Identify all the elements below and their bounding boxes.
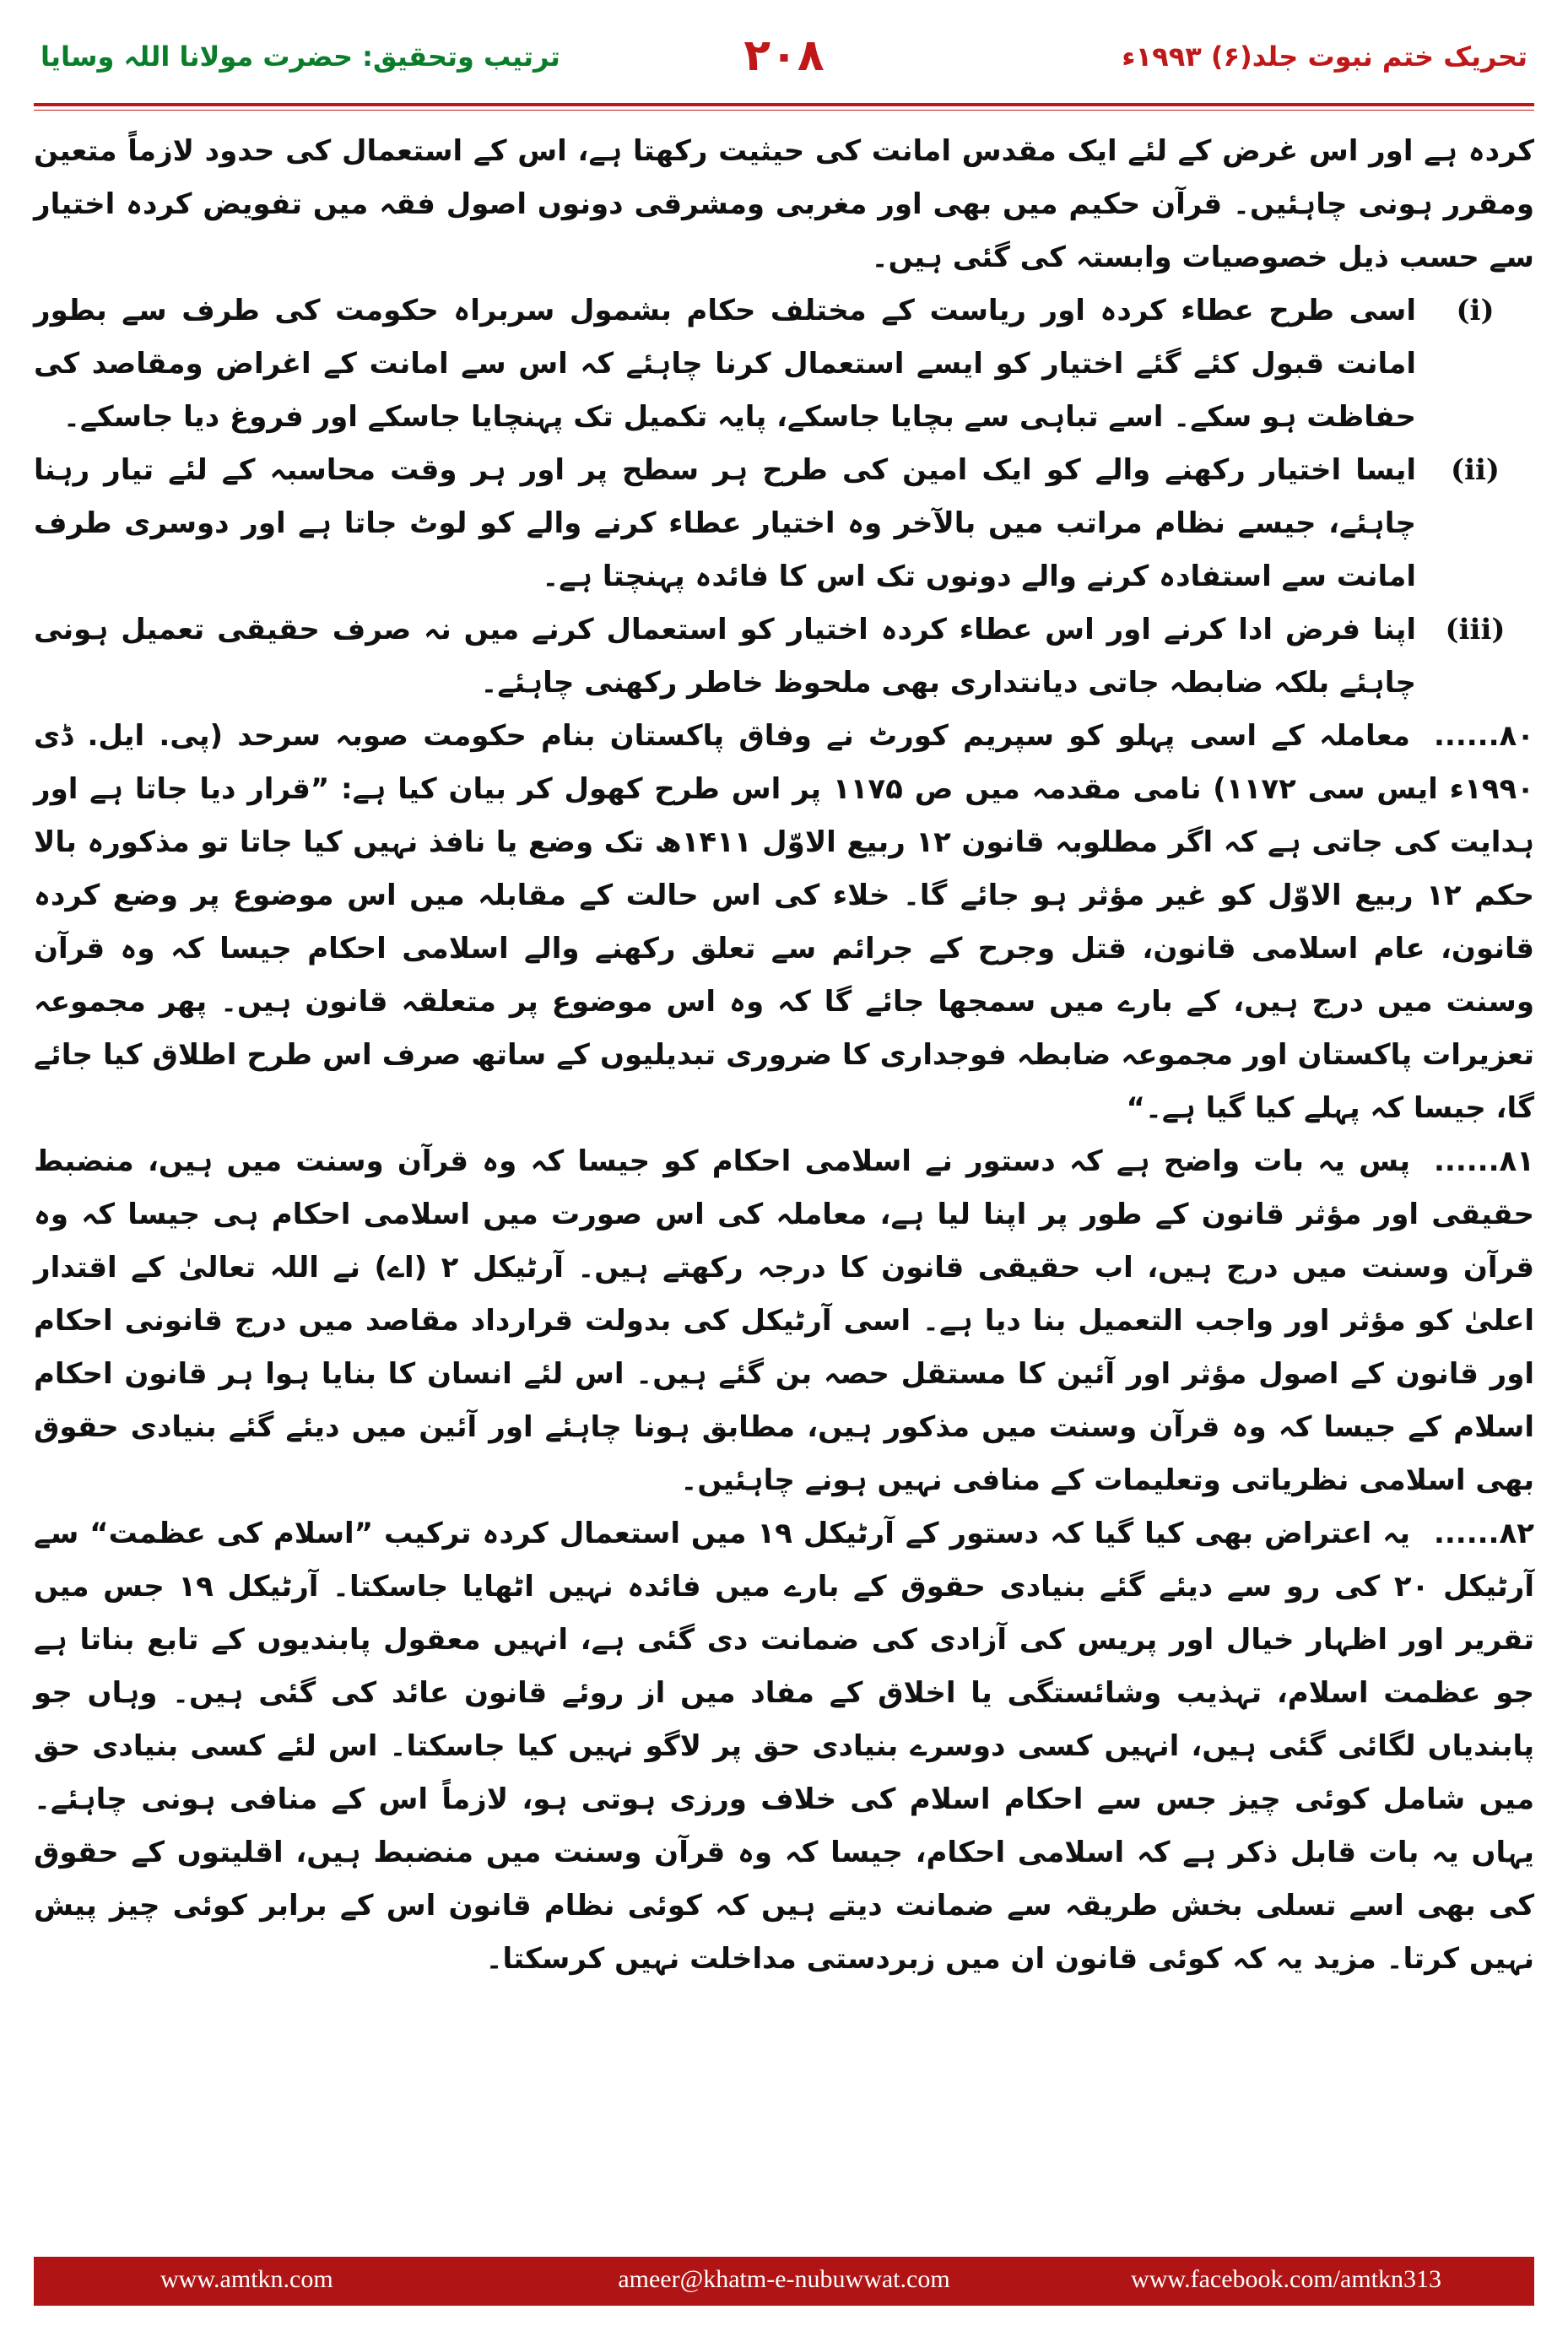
- paragraph-number: ۸۱......: [1433, 1144, 1534, 1178]
- list-item: [34, 284, 1534, 444]
- item-number: (iii): [1445, 613, 1506, 646]
- item-number: (ii): [1450, 453, 1500, 487]
- paragraph-82: [34, 1507, 1534, 1986]
- header-divider: [34, 103, 1534, 106]
- page-header: [41, 30, 1527, 98]
- item-text: اپنا فرض ادا کرنے اور اس عطاء کردہ اختیار کو استعمال کرنے میں نہ صرف حقیقی تعمیل ہونی چاہئے بلکہ ضابطہ جاتی دیانتداری بھی ملحوظ خاطر رکھنی چاہئے۔: [34, 613, 1416, 700]
- list-item: [34, 603, 1534, 710]
- paragraph-text: معاملہ کے اسی پہلو کو سپریم کورٹ نے وفاق پاکستان بنام حکومت صوبہ سرحد (پی. ایل. ڈی ۱۹۹۰ء ایس سی ۱۱۷۲) نامی مقدمہ میں ص ۱۱۷۵ پر اس طرح کھول کر بیان کیا ہے: ”قرار دیا جاتا ہے اور ہدایت کی جاتی ہے کہ اگر مطلوبہ قانون ۱۲ ربیع الاوّل ۱۴۱۱ھ تک وضع یا نافذ نہیں کیا جاتا تو مذکورہ بالا حکم ۱۲ ربیع الاوّل کو غیر مؤثر ہو جائے گا۔ خلاء کی اس حالت کے مقابلہ میں اس موضوع پر وضع کردہ قانون، عام اسلامی قانون، قتل وجرح کے جرائم سے تعلق رکھنے والے اسلامی احکام جیسا کہ وہ قرآن وسنت میں درج ہیں، کے بارے میں سمجھا جائے گا کہ وہ اس موضوع پر متعلقہ قانون ہیں۔ پھر مجموعہ تعزیرات پاکستان اور مجموعہ ضابطہ فوجداری کا ضروری تبدیلیوں کے ساتھ صرف اس طرح اطلاق کیا جائے گا، جیسا کہ پہلے کیا گیا ہے۔“: [34, 719, 1535, 1125]
- compiler-credit: ترتیب وتحقیق: حضرت مولانا اللہ وسایا: [41, 41, 560, 73]
- email-link[interactable]: ameer@khatm-e-nubuwwat.com: [618, 2265, 950, 2293]
- website-link[interactable]: www.amtkn.com: [160, 2265, 333, 2293]
- header-divider-thin: [34, 110, 1534, 111]
- paragraph-number: ۸۰......: [1433, 719, 1534, 753]
- paragraph-number: ۸۲......: [1433, 1517, 1534, 1550]
- page-body: [34, 125, 1534, 2252]
- item-number: (i): [1456, 294, 1495, 327]
- paragraph-text: پس یہ بات واضح ہے کہ دستور نے اسلامی احکام کو جیسا کہ وہ قرآن وسنت میں ہیں، منضبط حقیقی اور مؤثر قانون کے طور پر اپنا لیا ہے، معاملہ کی اس صورت میں اسلامی احکام ہی جیسا کہ وہ قرآن وسنت میں درج ہیں، اب حقیقی قانون کا درجہ رکھتے ہیں۔ آرٹیکل ۲ (اے) نے اللہ تعالیٰ کے اقتدار اعلیٰ کو مؤثر اور واجب التعمیل بنا دیا ہے۔ اسی آرٹیکل کی بدولت قرارداد مقاصد میں درج قانونی احکام اور قانون کے اصول مؤثر اور آئین کا مستقل حصہ بن گئے ہیں۔ اس لئے انسان کا بنایا ہوا ہر قانون احکام اسلام کے جیسا کہ وہ قرآن وسنت میں مذکور ہیں، مطابق ہونا چاہئے اور آئین میں دیئے گئے بنیادی حقوق بھی اسلامی نظریاتی وتعلیمات کے منافی نہیں ہونے چاہئیں۔: [34, 1144, 1534, 1497]
- paragraph-text: یہ اعتراض بھی کیا گیا کہ دستور کے آرٹیکل ۱۹ میں استعمال کردہ ترکیب ”اسلام کی عظمت“ سے آرٹیکل ۲۰ کی رو سے دیئے گئے بنیادی حقوق کے بارے میں فائدہ نہیں اٹھایا جاسکتا۔ آرٹیکل ۱۹ جس میں تقریر اور اظہار خیال اور پریس کی آزادی کی ضمانت دی گئی ہے، انہیں معقول پابندیوں کے تابع بناتا ہے جو عظمت اسلام، تہذیب وشائستگی یا اخلاق کے مفاد میں از روئے قانون عائد کی گئی ہیں۔ وہاں جو پابندیاں لگائی گئی ہیں، انہیں کسی دوسرے بنیادی حق پر لاگو نہیں کیا جاسکتا۔ اس لئے کسی بنیادی حق میں شامل کوئی چیز جس سے احکام اسلام کی خلاف ورزی ہوتی ہو، لازماً اس کے منافی ہونی چاہئے۔ یہاں یہ بات قابل ذکر ہے کہ اسلامی احکام، جیسا کہ وہ قرآن وسنت میں منضبط ہیں، اقلیتوں کے حقوق کی بھی اسے تسلی بخش طریقہ سے ضمانت دیتے ہیں کہ کوئی نظام قانون اس کے برابر کوئی چیز پیش نہیں کرتا۔ مزید یہ کہ کوئی قانون ان میں زبردستی مداخلت نہیں کرسکتا۔: [34, 1517, 1535, 1976]
- intro-paragraph: کردہ ہے اور اس غرض کے لئے ایک مقدس امانت کی حیثیت رکھتا ہے، اس کے استعمال کی حدود لازماً متعین ومقرر ہونی چاہئیں۔ قرآن حکیم میں بھی اور مغربی ومشرقی دونوں اصول فقہ میں تفویض کردہ اختیار سے حسب ذیل خصوصیات وابستہ کی گئی ہیں۔: [34, 134, 1534, 274]
- book-title: تحریک ختم نبوت جلد(۶) ۱۹۹۳ء: [1122, 41, 1527, 73]
- facebook-link[interactable]: www.facebook.com/amtkn313: [1131, 2265, 1441, 2293]
- paragraph-81: [34, 1135, 1534, 1507]
- item-text: ایسا اختیار رکھنے والے کو ایک امین کی طرح ہر سطح پر اور ہر وقت محاسبہ کے لئے تیار رہنا چاہئے، جیسے نظام مراتب میں بالآخر وہ اختیار عطاء کرنے والے کو لوٹ جاتا ہے اور دوسری طرف امانت سے استفادہ کرنے والے دونوں تک اس کا فائدہ پہنچتا ہے۔: [34, 453, 1416, 593]
- page-footer: [34, 2257, 1534, 2306]
- page-number: ۲۰۸: [743, 30, 825, 81]
- list-item: [34, 444, 1534, 603]
- item-text: اسی طرح عطاء کردہ اور ریاست کے مختلف حکام بشمول سربراہ حکومت کی طرف سے بطور امانت قبول کئے گئے اختیار کو ایسے استعمال کرنا چاہئے کہ اس سے امانت کے اغراض ومقاصد کی حفاظت ہو سکے۔ اسے تباہی سے بچایا جاسکے، پایہ تکمیل تک پہنچایا جاسکے اور فروغ دیا جاسکے۔: [34, 294, 1416, 434]
- paragraph-80: [34, 710, 1534, 1135]
